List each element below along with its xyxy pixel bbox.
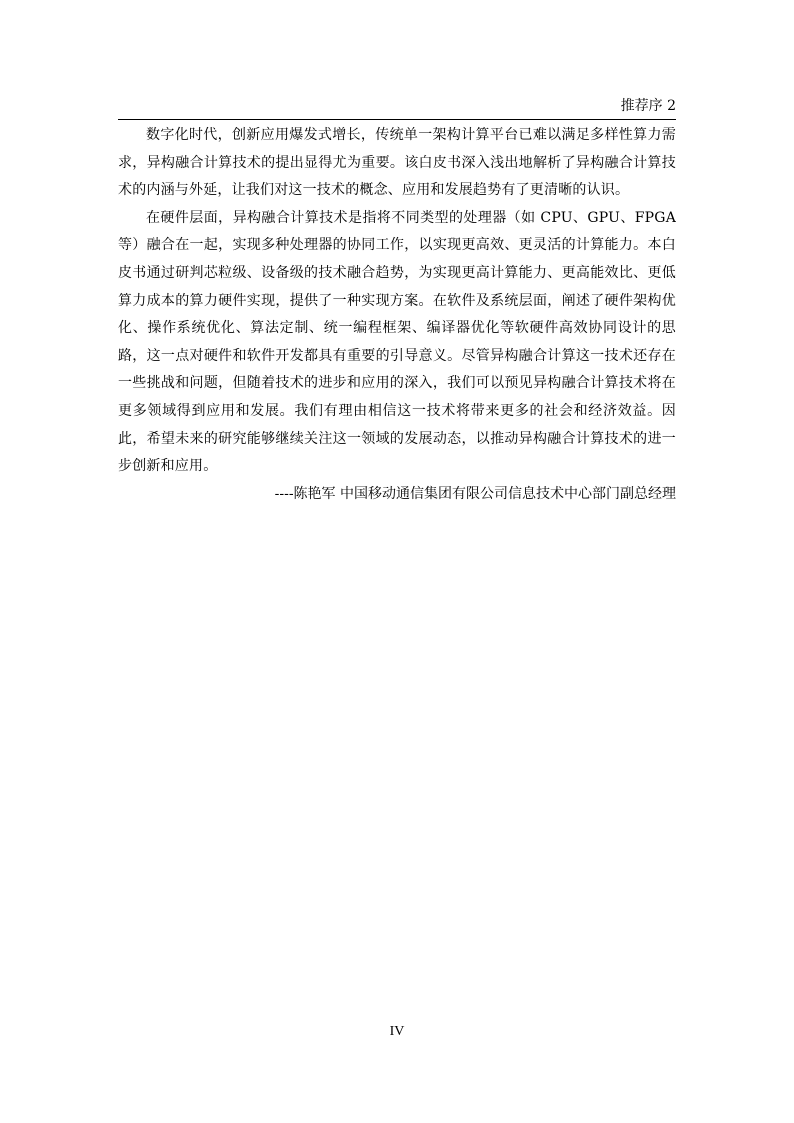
foreword-paragraph-2: 在硬件层面，异构融合计算技术是指将不同类型的处理器（如 CPU、GPU、FPGA 等）融合在一起，实现多种处理器的协同工作，以实现更高效、更灵活的计算能力。本白皮书通过研判芯粒级、设备级的技术融合趋势，为实现更高计算能力、更高能效比、更低算力成本的算力硬件实现，提供了一种实现方案。在软件及系统层面，阐述了硬件架构优化、操作系统优化、算法定制、统一编程框架、编译器优化等软硬件高效协同设计的思路，这一点对硬件和软件开发都具有重要的引导意义。尽管异构融合计算这一技术还存在一些挑战和问题，但随着技术的进步和应用的深入，我们可以预见异构融合计算技术将在更多领域得到应用和发展。我们有理由相信这一技术将带来更多的社会和经济效益。因此，希望未来的研究能够继续关注这一领域的发展动态，以推动异构融合计算技术的进一步创新和应用。 <box>118 209 676 475</box>
page-number: IV <box>389 1024 405 1039</box>
foreword-paragraph-1: 数字化时代，创新应用爆发式增长，传统单一架构计算平台已难以满足多样性算力需求，异构融合计算技术的提出显得尤为重要。该白皮书深入浅出地解析了异构融合计算技术的内涵与外延，让我们对这一技术的概念、应用和发展趋势有了更清晰的认识。 <box>118 127 676 199</box>
running-header-title: 推荐序 2 <box>620 98 676 114</box>
foreword-signature: ----陈艳军 中国移动通信集团有限公司信息技术中心部门副总经理 <box>274 485 676 502</box>
header-divider <box>118 119 676 120</box>
foreword-body <box>118 122 676 508</box>
